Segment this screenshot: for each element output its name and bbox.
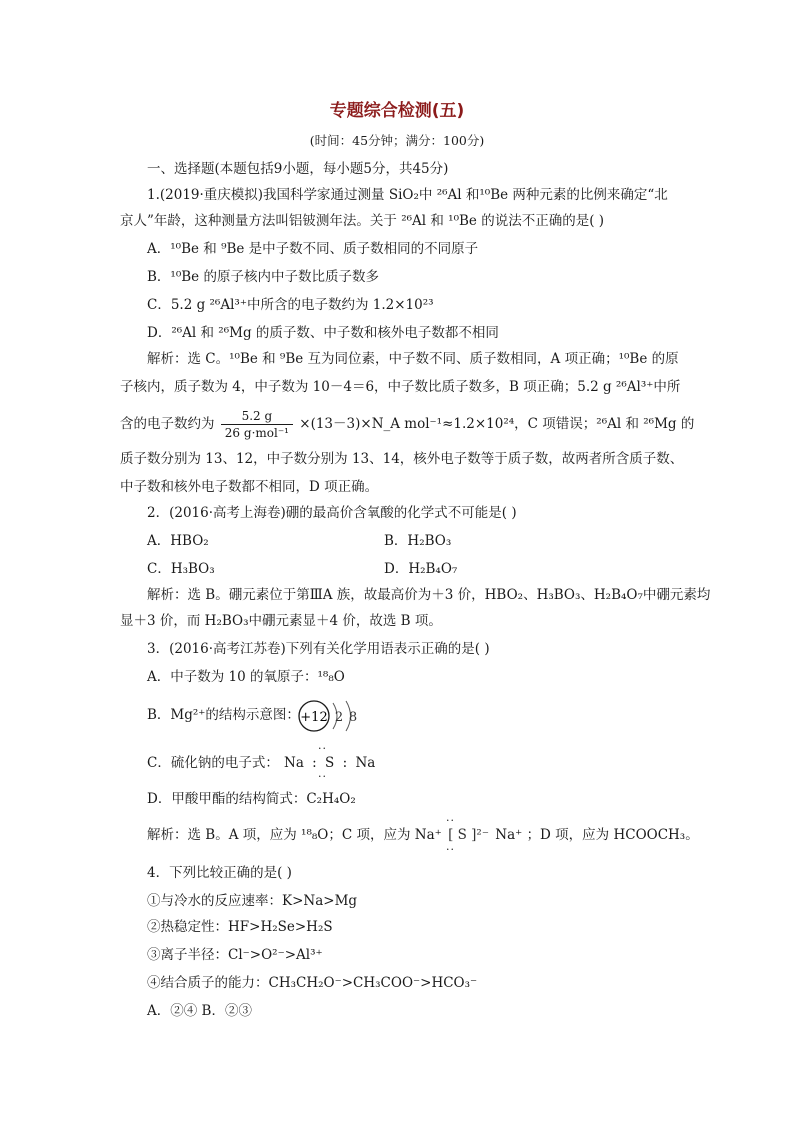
section-heading: 一、选择题(本题包括9小题，每小题5分，共45分) (147, 161, 449, 177)
q1-stem-line1: 1.(2019·重庆模拟)我国科学家通过测量 SiO₂中 ²⁶Al 和¹⁰Be 两种元素的比例来确定“北 (147, 187, 668, 203)
electron-dots-top: ·· (318, 742, 327, 755)
q2-answer-line1: 解析：选 B。硼元素位于第ⅢA 族，故最高价为＋3 价，HBO₂、H₃BO₃、H₂B₄O₇中硼元素均 (147, 587, 711, 603)
q4-item-4: ④结合质子的能力：CH₃CH₂O⁻>CH₃COO⁻>HCO₃⁻ (147, 975, 478, 991)
q3-stem: 3．(2016·高考江苏卷)下列有关化学用语表示正确的是( ) (147, 641, 490, 657)
q2-option-d: D．H₂B₄O₇ (384, 561, 458, 577)
q4-stem: 4．下列比较正确的是( ) (147, 865, 292, 881)
q2-option-a: A．HBO₂ (147, 533, 209, 549)
q1-option-b: B．¹⁰Be 的原子核内中子数比质子数多 (147, 269, 379, 285)
sulfide-dots-bottom: ·· (446, 843, 455, 856)
q4-item-3: ③离子半径：Cl⁻>O²⁻>Al³⁺ (147, 947, 323, 963)
na2s-electron-formula: Na : S : Na (284, 755, 376, 771)
q3-answer-post: ；D 项，应为 HCOOCH₃。 (526, 827, 699, 843)
q1-answer-line3-pre: 含的电子数约为 (120, 416, 215, 432)
q1-answer-line1: 解析：选 C。¹⁰Be 和 ⁹Be 互为同位素，中子数不同、质子数相同，A 项正确；¹⁰Be 的原 (147, 351, 679, 367)
q1-answer-line4: 质子数分别为 13、12，中子数分别为 13、14，核外电子数等于质子数，故两者所含质子数、 (120, 451, 684, 467)
q3-option-a: A．中子数为 10 的氧原子：¹⁸₈O (147, 669, 345, 685)
q2-stem: 2．(2016·高考上海卷)硼的最高价含氧酸的化学式不可能是( ) (147, 505, 517, 521)
shell-1-electrons: 2 (334, 710, 344, 725)
q4-item-1: ①与冷水的反应速率：K>Na>Mg (147, 893, 358, 909)
q1-answer-line3-post: ×(13－3)×N_A mol⁻¹≈1.2×10²⁴，C 项错误；²⁶Al 和 ²⁶Mg 的 (299, 416, 695, 432)
q2-option-b: B．H₂BO₃ (384, 533, 452, 549)
q1-option-c: C．5.2 g ²⁶Al³⁺中所含的电子数约为 1.2×10²³ (147, 297, 434, 313)
q4-options: A．②④ B．②③ (147, 1003, 252, 1019)
q1-option-a: A．¹⁰Be 和 ⁹Be 是中子数不同、质子数相同的不同原子 (147, 241, 479, 257)
sulfur-symbol: S (325, 755, 335, 771)
exam-subtitle: (时间：45分钟；满分：100分) (309, 133, 485, 148)
q3-option-b: B．Mg²⁺的结构示意图： (147, 707, 300, 723)
fraction-denominator: 26 g·mol⁻¹ (224, 426, 289, 440)
na-right: Na (355, 755, 376, 771)
q3-option-d: D．甲酸甲酯的结构简式：C₂H₄O₂ (147, 791, 356, 807)
q4-item-2: ②热稳定性：HF>H₂Se>H₂S (147, 919, 333, 935)
na-left: Na (284, 755, 304, 771)
shell-2-electrons: 8 (348, 710, 358, 725)
q3-option-c: C．硫化钠的电子式： (147, 755, 279, 771)
q1-answer-line2: 子核内，质子数为 4，中子数为 10－4＝6，中子数比质子数多，B 项正确；5.2 g ²⁶Al³⁺中所 (120, 379, 681, 395)
sulfide-dots-top: ·· (446, 814, 455, 827)
q3-answer-pre: 解析：选 B。A 项，应为 ¹⁸₈O；C 项，应为 (147, 827, 411, 843)
sulfide-ion: [ S ]²⁻ (448, 827, 489, 843)
electron-dots-bottom: ·· (318, 770, 327, 783)
q2-option-c: C．H₃BO₃ (147, 561, 215, 577)
mg-ion-structure-diagram (296, 698, 366, 734)
q3-answer (147, 826, 699, 844)
q1-option-d: D．²⁶Al 和 ²⁶Mg 的质子数、中子数和核外电子数都不相同 (147, 325, 499, 341)
page-title: 专题综合检测(五) (329, 101, 465, 121)
na-ion-2: Na⁺ (495, 827, 523, 843)
q1-answer-line5: 中子数和核外电子数都不相同，D 项正确。 (120, 479, 379, 495)
q1-stem-line2: 京人”年龄，这种测量方法叫铝铍测年法。关于 ²⁶Al 和 ¹⁰Be 的说法不正确的是( ) (120, 213, 605, 229)
nucleus-charge: +12 (300, 710, 328, 725)
q2-answer-line2: 显＋3 价，而 H₂BO₃中硼元素显＋4 价，故选 B 项。 (120, 613, 442, 629)
fraction-numerator: 5.2 g (221, 408, 293, 425)
na-ion-1: Na⁺ (414, 827, 442, 843)
mass-fraction (221, 408, 293, 441)
q1-answer-line3 (120, 408, 694, 441)
